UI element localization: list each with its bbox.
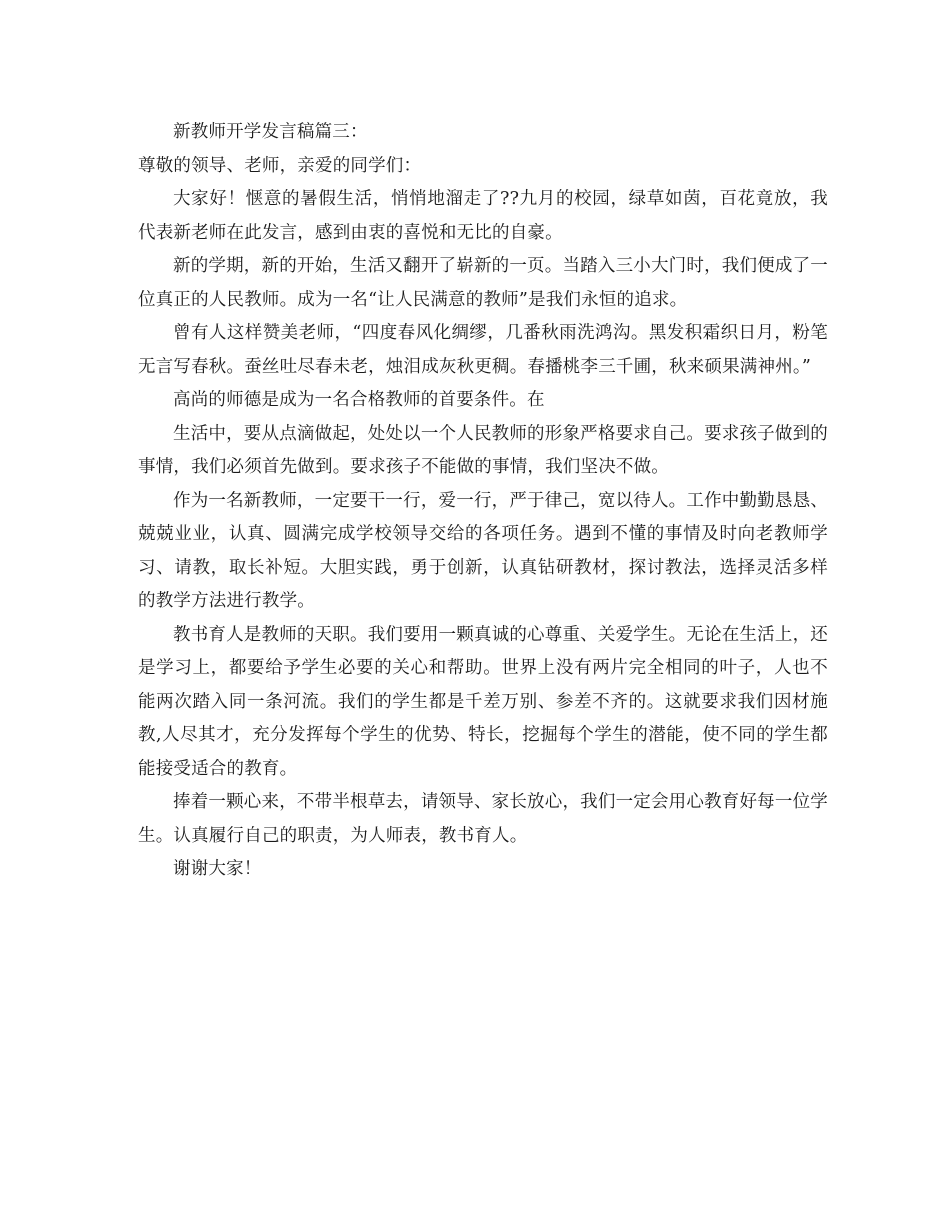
paragraph-new-semester: 新的学期，新的开始，生活又翻开了崭新的一页。当踏入三小大门时，我们便成了一位真正的人民教师。成为一名“让人民满意的教师”是我们永恒的追求。 — [138, 256, 828, 310]
paragraph-teaching: 教书育人是教师的天职。我们要用一颗真诚的心尊重、关爱学生。无论在生活上，还是学习上，都要给予学生必要的关心和帮助。世界上没有两片完全相同的叶子，人也不能两次踏入同一条河流。我们的学生都是千差万别、参差不齐的。这就要求我们因材施教,人尽其才，充分发挥每个学生的优势、特长，挖掘每个学生的潜能，使不同的学生都能接受适合的教育。 — [138, 624, 828, 779]
paragraph-greeting: 大家好！惬意的暑假生活，悄悄地溜走了??九月的校园，绿草如茵，百花竟放，我代表新老师在此发言，感到由衷的喜悦和无比的自豪。 — [138, 189, 828, 243]
paragraph-new-teacher: 作为一名新教师，一定要干一行，爱一行，严于律己，宽以待人。工作中勤勤恳恳、兢兢业业，认真、圆满完成学校领导交给的各项任务。遇到不懂的事情及时向老教师学习、请教，取长补短。大胆实践，勇于创新，认真钻研教材，探讨教法，选择灵活多样的教学方法进行教学。 — [138, 490, 828, 611]
paragraph-ethics: 高尚的师德是成为一名合格教师的首要条件。在 — [173, 390, 545, 410]
salutation: 尊敬的领导、老师，亲爱的同学们： — [138, 155, 422, 176]
paragraph-promise: 捧着一颗心来，不带半根草去，请领导、家长放心，我们一定会用心教育好每一位学生。认真履行自己的职责，为人师表，教书育人。 — [138, 792, 828, 846]
closing-thanks: 谢谢大家！ — [173, 859, 262, 879]
paragraph-daily-life: 生活中，要从点滴做起，处处以一个人民教师的形象严格要求自己。要求孩子做到的事情，我们必须首先做到。要求孩子不能做的事情，我们坚决不做。 — [138, 423, 828, 477]
speech-body — [138, 116, 828, 887]
paragraph-poem: 曾有人这样赞美老师，“四度春风化绸缪，几番秋雨洗鸿沟。黑发积霜织日月，粉笔无言写春秋。蚕丝吐尽春未老，烛泪成灰秋更稠。春播桃李三千圃，秋来硕果满神州。” — [138, 323, 828, 377]
speech-title: 新教师开学发言稿篇三： — [173, 122, 368, 142]
